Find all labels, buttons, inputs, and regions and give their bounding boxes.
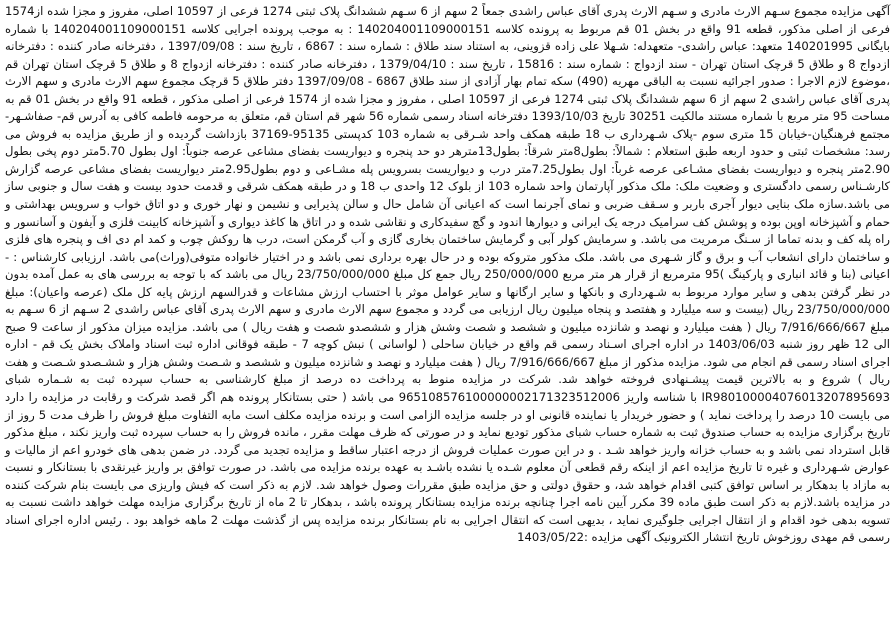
auction-notice-text: آگهی مزایده مجموع سـهم الارث مادری و سـهم الارث پدری آقای عباس راشدی جمعاً 2 سهم از 6 سـهم ششدانگ پلاک ثبتی 1274 فرعی از 10597 اصلی، مفروز و مجزا شده از1574 فرعی از اصلی مذکور، قطعه 91 واقع در بخش 01 قم مربوط به پرونده کلاسه 140204001109000151 : به موجب پرونده اجرایی کلاسه 140204001109000151 با شماره بایگانی 140201995 متعهد: عباس راشدی- متعهدله: شـهلا علی زاده قزوینی، به استناد سند طلاق : شماره سند : 6867 ، تاریخ سند : 1397/09/08 ، دفترخانه صادر کننده : دفترخانه ازدواج 8 و طلاق 5 قرچک استان تهران - سند ازدواج : شماره سند : 15816 ، تاریخ سند : 1379/04/10 ، دفترخانه صادر کننده : دفترخانه ازدواج 8 و طلاق 5 قرچک استان تهران قم ،موضوع لازم الاجرا : صدور اجرائیه نسبت به الباقی مهریه (490) سکه تمام بهار آزادی از سند طلاق 6867 - 1397/09/08 دفتر طلاق 5 قرچک مجموع سهم الارث مادری و سهم الارث پدری آقای عباس راشدی 2 سهم از 6 سهم ششدانگ پلاک ثبتی 1274 فرعی از 10597 اصلی ، مفروز و مجزا شده از 1574 فرعی از اصلی مذکور ، قطعه 91 واقع در بخش 01 قم به مساحت 95 متر مربع با شماره مستند مالکیت 30251 تاریخ 1393/10/03 دفترخانه اسناد رسمی شماره 56 شهر قم استان قم، متعلق به مرحومه فاطمه کافی به آدرس قم- صفاشـهر-مجتمع فرهنگیان-خیابان 15 متری سوم -پلاک شـهرداری ب 18 طبقه همکف واحد شـرقی به شماره 103 کدپستی 95135-37169 بازداشت گردیده و از طریق مزایده به فروش می رسد: مشخصات ثبتی و حدود اربعه طبق استعلام : شمالاً: بطول8متر شرقاً: بطول13مترهر دو حد پنجره و دیواریست بفضای مشاعی عرصه جنوباً: اول بطول 5.70متر دوم پخی بطول 2.90متر پنجره و دیواریست بفضای مشـاعی عرصه غرباً: اول بطول7.25متر درب و دیواریست بسرویس پله مشـاعی و دوم بطول2.95متر دیواریست بفضای مشاعی عرصه گزارش کارشـناس رسمی دادگستری و وضعیت ملک: ملک مذکور آپارتمان واحد شماره 103 از بلوک 12 واحدی ب 18 و در طبقه همکف شرقی و قدمت حدود بیست و هفت سال و جنوبی ساز می باشد.سازه ملک بنایی دیوار آجری باربر و سـقف ضربی و نمای آجرنما است که اعیانی آن شامل حال و سالن پذیرایی و نشیمن و نهار خوری و دو اتاق خواب و سرویس بهداشتی و حمام و آشپزخانه اوپن بوده و پوشش کف سرامیک درجه یک ایرانی و دیوارها اندود و گچ سفیدکاری و نقاشی شده و در اتاق ها کاغذ دیواری و آشپزخانه کابینت فلزی و آیفون و آسانسور و راه پله کف و بدنه تماما از سـنگ مرمریت می باشد. و سرمایش کولر آبی و گرمایش ساختمان بخاری گازی و آب گرمکن است، درب ها روکش چوب و کمد ام دی اف و پنجره های فلزی و ساختمان دارای انشعاب آب و برق و گاز شـهری می باشد. ملک مذکور متروکه بوده و در حال بهره برداری نمی باشد و در اختیار خانواده متوفی(وراث)می باشد. ارزیابی کارشناس : - اعیانی (بنا و قائد انباری و پارکینگ )95 مترمربع از قرار هر متر مربع 250/000/000 ریال جمع کل مبلغ 23/750/000/000 ریال می باشد که با توجه به بررسی های به عمل آمده بدون در نظر گرفتن بدهی و سایر موارد مربوط به شـهرداری و بانکها و سایر ارگانها و سایر عوامل موثر با احتساب ارزش مشاعات و قدرالسهم ارزش پایه کل ملک (عرصه واعیان): مبلغ 23/750/000/000 ریال (بیست و سه میلیارد و هفتصد و پنجاه میلیون ریال ارزیابی می گردد و مجموع سهم الارث مادری و سهم الارث پدری آقای عباس راشدی 2 سـهم از 6 سـهم به مبلغ 7/916/666/667 ریال ( هفت میلیارد و نهصد و شانزده میلیون و ششصد و شصت وشش هزار و ششصدو شصت و هفت ریال ) می باشد. مزایده میزان مذکور از ساعت 9 صبح الی 12 ظهر روز شنبه 1403/06/03 در اداره اجرای اسـناد رسمی قم واقع در خیابان ساحلی ( لواسانی ) نبش کوچه 7 - طبقه فوقانی اداره ثبت اسناد واملاک بخش یک قم - اداره اجرای اسناد رسمی قم انجام می شود. مزایده مذکور از مبلغ 7/916/666/667 ریال ( هفت میلیارد و نهصد و شانزده میلیون و ششصد و شـصت وشش هزار و ششـصدو شـصت و هفت ریال ) شروع و به بالاترین قیمت پیشـنهادی فروخته خواهد شد. شرکت در مزایده منوط به پرداخت ده درصد از مبلغ کارشناسی به حساب سپرده ثبت به شـماره شبای IR980100004076013207895693 با شناسه واریز 965108576100000002171323512006 می باشد ( حتی بستانکار پرونده هم اگر قصد شرکت و رقابت در مزایده را دارد می بایست 10 درصد را پرداخت نماید ) و حضور خریدار یا نماینده قانونی او در جلسه مزایده الزامی است و برنده مزایده مکلف است مابه التفاوت مبلغ فروش را ظرف مدت 5 روز از تاریخ برگزاری مزایده به حساب صندوق ثبت به شماره حساب شبای مذکور تودیع نماید و در صورتی که ظرف مهلت مقرر ، مانده فروش را به حساب سپرده ثبت واریز نکند ، مبلغ مذکور قابل استرداد نمی باشد و به حساب خزانه واریز خواهد شـد . و در این صورت عملیات فروش از درجه اعتبار ساقط و مزایده تجدید می گردد. در ضمن بدهی های خودرو اعم از مالیات و عوارض شـهرداری و غیره تا تاریخ مزایده اعم از اینکه رقم قطعی آن معلوم شـده یا نشده باشـد به عهده برنده مزایده می باشد. در صورت توافق بر واریز غیرنقدی با بستانکار و نسبت به مازاد با بدهکار بر اساس توافق کتبی اقدام خواهد شد، و حقوق دولتی و حق مزایده طبق مقررات وصول خواهد شد. لازم به ذکر است که فیش واریزی می بایست بنام شرکت کننده در مزایده باشد.لازم به ذکر است طبق ماده 39 مکرر آیین نامه اجرا چنانچه برنده مزایده بستانکار پرونده باشد ، بدهکار تا 2 ماه از تاریخ برگزاری مزایده مهلت خواهد داشت نسبت به تسویه بدهی خود اقدام و از انتقال اجرایی جلوگیری نماید ، بدیهی است که انتقال اجرایی به نام بستانکار برنده مزایده پس از گذشت مهلت 2 ماهه خواهد بود . رئیس اداره اجرای اسناد رسمی قم مهدی روزخوش تاریخ انتشار الکترونیک آگهی مزایده :1403/05/22 bbox=[5, 4, 891, 545]
